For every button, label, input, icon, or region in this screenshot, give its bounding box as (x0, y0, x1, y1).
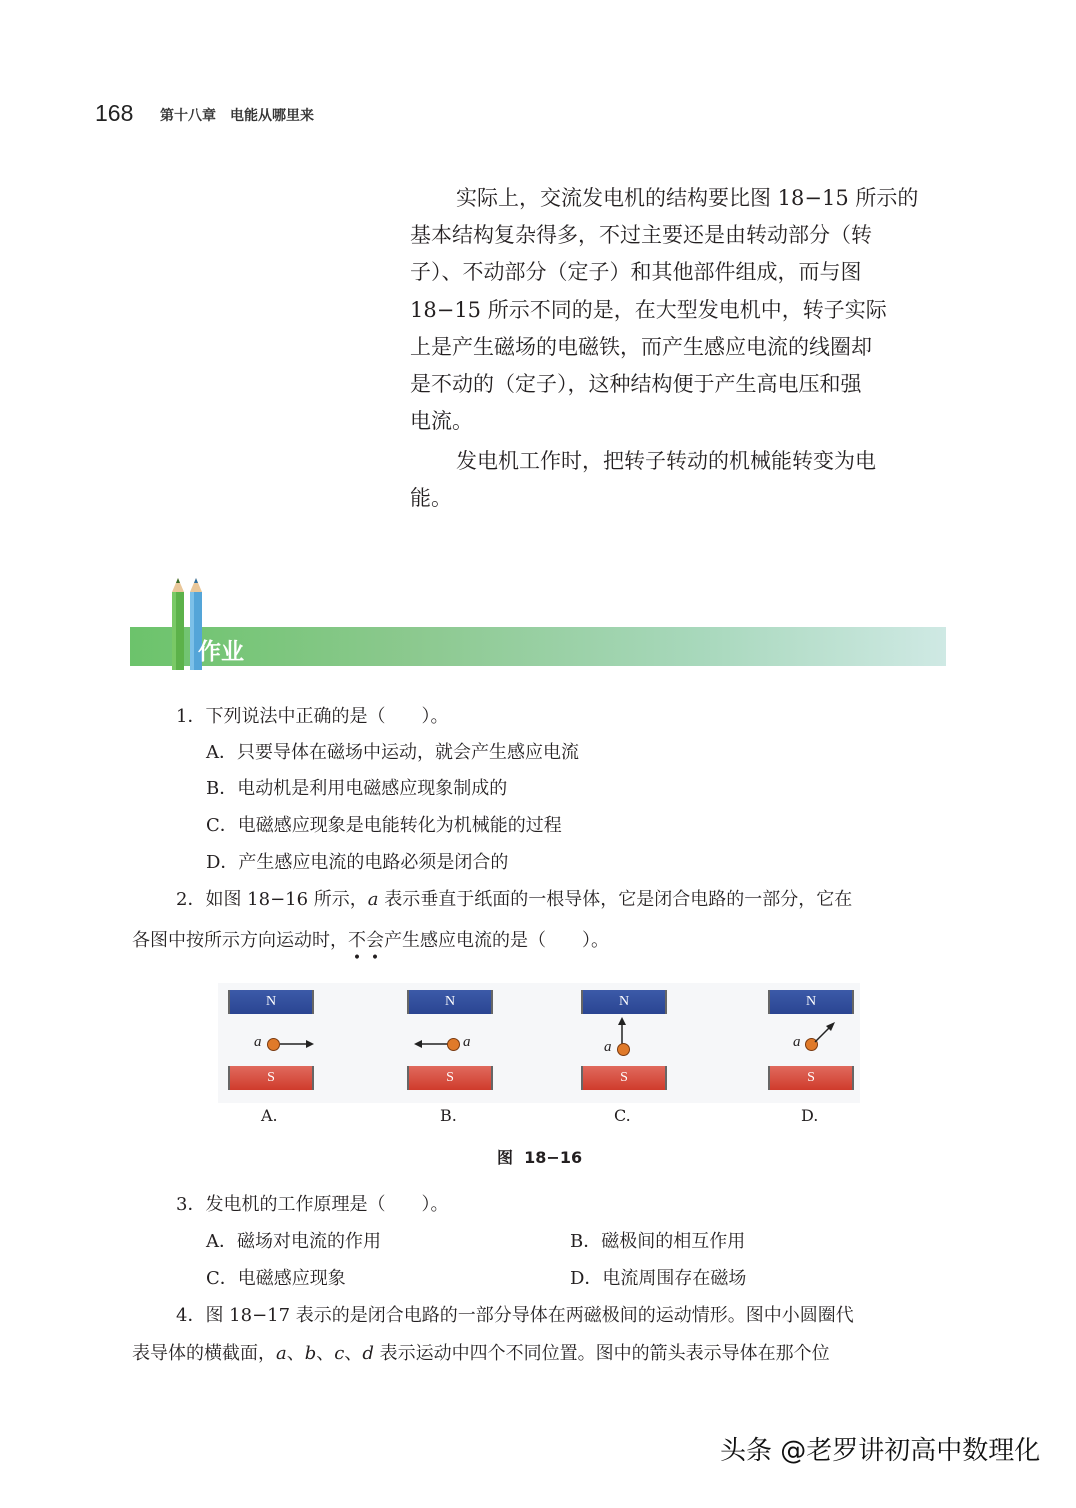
section-title: 作业 (198, 639, 244, 665)
conductor-dot (617, 1043, 630, 1056)
q3-option-d: D．电流周围存在磁场 (570, 1268, 747, 1289)
text-run: 表示运动中四个不同位置。图中的箭头表示导体在那个位 (373, 1343, 830, 1364)
conductor-label: a (793, 1034, 801, 1050)
south-magnet: S (581, 1066, 667, 1090)
figure-label-d: D. (801, 1106, 819, 1125)
arrow-right-icon (280, 1038, 314, 1050)
emphasis-char: 会 (366, 930, 384, 951)
conductor-label: a (254, 1034, 262, 1050)
separator: 、 (316, 1343, 335, 1364)
arrow-diagonal-icon (813, 1020, 837, 1044)
text-line: 基本结构复杂得多，不过主要还是由转动部分（转 (410, 223, 872, 248)
page-number: 168 (95, 100, 134, 126)
q3-stem: 3．发电机的工作原理是（ ）。 (176, 1194, 449, 1215)
text-line: 18−15 所示不同的是，在大型发电机中，转子实际 (410, 297, 887, 322)
figure-label-a: A. (261, 1106, 278, 1125)
text-line: 子）、不动部分（定子）和其他部件组成，而与图 (410, 260, 862, 285)
conductor-label: a (463, 1034, 471, 1050)
figure-label-c: C. (614, 1106, 631, 1125)
q2-line2 (132, 929, 609, 953)
q1-stem: 1．下列说法中正确的是（ ）。 (176, 706, 449, 727)
text-run: 表示垂直于纸面的一根导体，它是闭合电路的一部分，它在 (378, 889, 853, 910)
q4-line1: 4．图 18−17 表示的是闭合电路的一部分导体在两磁极间的运动情形。图中小圆圈代 (176, 1305, 854, 1326)
q1-option-c: C．电磁感应现象是电能转化为机械能的过程 (206, 815, 562, 836)
text-line: 是不动的（定子），这种结构便于产生高电压和强 (410, 372, 862, 397)
text-run: 各图中按所示方向运动时， (132, 930, 348, 951)
q1-option-b: B．电动机是利用电磁感应现象制成的 (206, 778, 508, 799)
text-line: 上是产生磁场的电磁铁，而产生感应电流的线圈却 (410, 334, 872, 359)
separator: 、 (344, 1343, 363, 1364)
south-magnet: S (768, 1066, 854, 1090)
arrow-up-icon (616, 1017, 628, 1045)
paragraph-generator-structure (410, 180, 950, 440)
q3-option-b: B．磁极间的相互作用 (570, 1231, 746, 1252)
q2-line1 (176, 888, 852, 912)
text-line: 能。 (410, 486, 452, 511)
watermark: 头条 @老罗讲初高中数理化 (720, 1436, 1041, 1466)
figure-label-b: B. (440, 1106, 457, 1125)
variable-a: a (367, 889, 379, 910)
north-magnet: N (581, 990, 667, 1014)
north-magnet: N (228, 990, 314, 1014)
emphasis-char: 不 (348, 930, 366, 951)
variable-a: a (276, 1343, 287, 1364)
text-run: 产生感应电流的是（ ）。 (384, 930, 609, 951)
q3-option-a: A．磁场对电流的作用 (206, 1231, 381, 1252)
text-line: 实际上，交流发电机的结构要比图 18−15 所示的 (456, 186, 919, 210)
figure-18-16 (218, 983, 860, 1103)
text-line: 电流。 (410, 409, 473, 434)
figure-caption: 图 18−16 (497, 1148, 583, 1167)
text-run: 2．如图 18−16 所示， (176, 889, 368, 910)
north-magnet: N (768, 990, 854, 1014)
variable-c: c (334, 1343, 345, 1364)
arrow-left-icon (414, 1038, 448, 1050)
homework-banner (130, 627, 946, 666)
q4-line2 (132, 1342, 830, 1366)
paragraph-energy-conversion (410, 443, 950, 517)
conductor-label: a (604, 1039, 612, 1055)
q1-option-a: A．只要导体在磁场中运动，就会产生感应电流 (206, 742, 579, 763)
text-run: 表导体的横截面， (132, 1343, 276, 1364)
variable-b: b (304, 1343, 317, 1364)
variable-d: d (362, 1343, 374, 1364)
chapter-title: 第十八章 电能从哪里来 (160, 108, 314, 124)
south-magnet: S (407, 1066, 493, 1090)
q1-option-d: D．产生感应电流的电路必须是闭合的 (206, 852, 509, 873)
conductor-dot (447, 1038, 460, 1051)
north-magnet: N (407, 990, 493, 1014)
q3-option-c: C．电磁感应现象 (206, 1268, 346, 1289)
text-line: 发电机工作时，把转子转动的机械能转变为电 (456, 449, 876, 473)
separator: 、 (286, 1343, 305, 1364)
conductor-dot (267, 1038, 280, 1051)
south-magnet: S (228, 1066, 314, 1090)
